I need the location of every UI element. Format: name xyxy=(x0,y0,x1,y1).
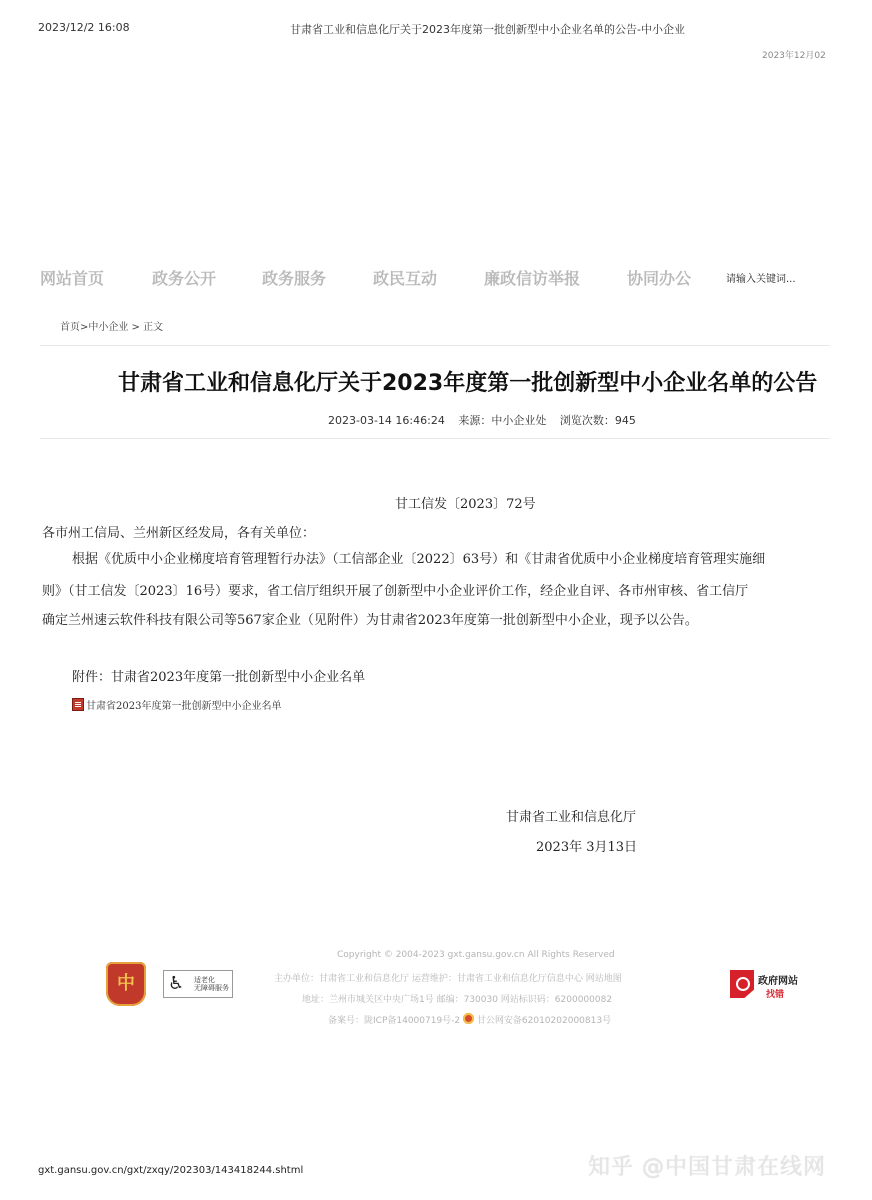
gov-site-icon xyxy=(730,970,754,998)
divider xyxy=(40,345,830,346)
view-count: 浏览次数：945 xyxy=(559,414,636,427)
publish-datetime: 2023-03-14 16:46:24 xyxy=(328,414,445,427)
paragraph-line: 根据《优质中小企业梯度培育管理暂行办法》（工信部企业〔2022〕63号）和《甘肃省优质中小企业梯度培育管理实施细 xyxy=(72,552,766,567)
print-date-right: 2023年12月02 xyxy=(762,51,826,61)
footer-record xyxy=(328,1013,611,1026)
nav-item-home[interactable]: 网站首页 xyxy=(40,269,105,288)
accessibility-badge-label: 适老化 无障碍服务 xyxy=(194,976,229,992)
article-title: 甘肃省工业和信息化厅关于2023年度第一批创新型中小企业名单的公告 xyxy=(118,371,818,396)
nav-item-gov-services[interactable]: 政务服务 xyxy=(262,269,327,288)
party-gov-emblem-icon[interactable] xyxy=(106,962,146,1006)
attachment-link-text[interactable]: 甘肃省2023年度第一批创新型中小企业名单 xyxy=(86,701,282,712)
watermark: 知乎 @中国甘肃在线网 xyxy=(588,1155,826,1180)
pdf-file-icon xyxy=(72,698,84,711)
wheelchair-icon: ♿ xyxy=(168,973,185,994)
nav-item-interaction[interactable]: 政民互动 xyxy=(373,269,438,288)
nav-item-gov-affairs[interactable]: 政务公开 xyxy=(152,269,217,288)
sign-date: 2023年 3月13日 xyxy=(536,840,638,855)
print-datetime: 2023/12/2 16:08 xyxy=(38,21,130,34)
search-input[interactable]: 请输入关键词... xyxy=(726,274,796,285)
gov-badge-line1: 政府网站 xyxy=(758,976,798,987)
attachment-link[interactable] xyxy=(72,697,281,712)
footer-copyright: Copyright © 2004-2023 gxt.gansu.gov.cn All Rights Reserved xyxy=(337,950,615,960)
police-record[interactable]: 甘公网安备62010202000813号 xyxy=(476,1016,612,1026)
breadcrumb[interactable]: 首页>中小企业 > 正文 xyxy=(60,322,164,333)
police-badge-icon xyxy=(463,1013,474,1024)
gov-site-error-report-badge[interactable] xyxy=(730,968,808,1002)
article-source: 来源：中小企业处 xyxy=(458,414,547,427)
print-url: gxt.gansu.gov.cn/gxt/zxqy/202303/143418244.shtml xyxy=(38,1165,304,1176)
nav-item-integrity-report[interactable]: 廉政信访举报 xyxy=(484,269,581,288)
paragraph-line: 则》（甘工信发〔2023〕16号）要求，省工信厅组织开展了创新型中小企业评价工作，经企业自评、各市州审核、省工信厅 xyxy=(42,584,749,599)
signature: 甘肃省工业和信息化厅 xyxy=(506,810,637,825)
nav-item-collab-office[interactable]: 协同办公 xyxy=(627,269,692,288)
attachment-label: 附件：甘肃省2023年度第一批创新型中小企业名单 xyxy=(72,670,366,685)
gov-badge-line2: 找错 xyxy=(766,990,785,1000)
article-meta xyxy=(328,412,646,428)
divider xyxy=(40,438,830,439)
salutation: 各市州工信局、兰州新区经发局，各有关单位： xyxy=(42,526,316,541)
icp-record[interactable]: 备案号：陇ICP备14000719号-2 xyxy=(328,1016,461,1026)
footer-address: 地址：兰州市城关区中央广场1号 邮编：730030 网站标识码：6200000082 xyxy=(302,995,613,1005)
accessibility-badge[interactable] xyxy=(163,970,233,998)
doc-number: 甘工信发〔2023〕72号 xyxy=(395,497,536,512)
print-page-title: 甘肃省工业和信息化厅关于2023年度第一批创新型中小企业名单的公告-中小企业 xyxy=(290,23,685,36)
paragraph-line: 确定兰州速云软件科技有限公司等567家企业（见附件）为甘肃省2023年度第一批创新型中小企业，现予以公告。 xyxy=(42,613,698,628)
footer-host[interactable]: 主办单位：甘肃省工业和信息化厅 运营维护：甘肃省工业和信息化厅信息中心 网站地图 xyxy=(274,974,622,984)
